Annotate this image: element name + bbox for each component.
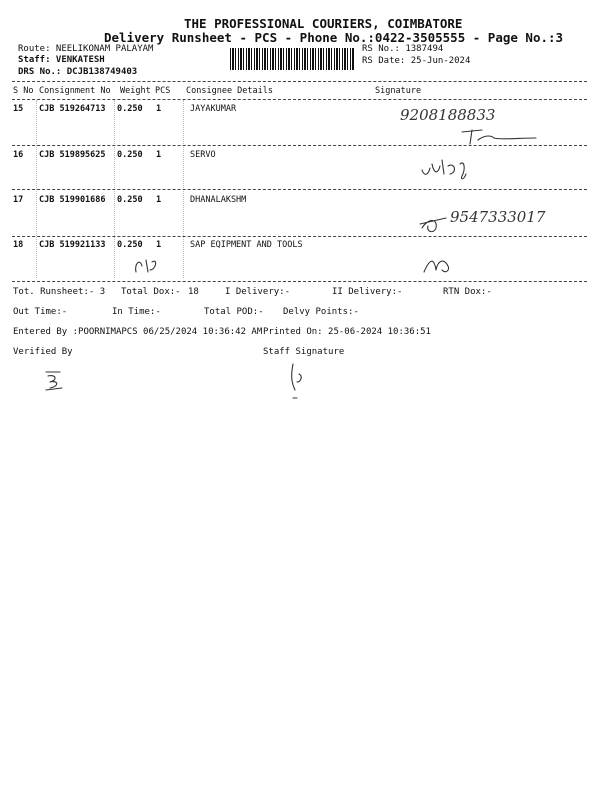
row-pcs: 1 (156, 150, 162, 160)
rs-number: RS No.: 1387494 (362, 44, 444, 54)
col-consignment: Consignment No (39, 86, 111, 96)
i-delivery: I Delivery:- (225, 287, 291, 297)
col-pcs: PCS (155, 86, 171, 96)
row-weight: 0.250 (117, 195, 143, 205)
delvy-points: Delvy Points:- (283, 307, 359, 317)
in-time: In Time:- (112, 307, 161, 317)
barcode (230, 48, 354, 70)
row-weight: 0.250 (117, 240, 143, 250)
row-consignee: DHANALAKSHM (190, 195, 247, 205)
verified-by: Verified By (13, 347, 73, 357)
row-weight: 0.250 (117, 104, 143, 114)
staff-label: Staff: VENKATESH (18, 55, 105, 65)
col-weight: Weight (120, 86, 151, 96)
row-weight: 0.250 (117, 150, 143, 160)
signature-phone: 9547333017 (450, 208, 546, 226)
out-time: Out Time:- (13, 307, 68, 317)
row-consignment: CJB 519921133 (39, 240, 106, 250)
signature-row15 (400, 100, 560, 150)
runsheet-title: Delivery Runsheet - PCS - Phone No.:0422-3505555 - Page No.:3 (104, 30, 564, 45)
drs-number: DRS No.: DCJB138749403 (18, 67, 138, 77)
row-consignment: CJB 519895625 (39, 150, 106, 160)
signature-row16 (420, 152, 490, 182)
col-sno: S No (13, 86, 34, 96)
row-consignment: CJB 519264713 (39, 104, 106, 114)
signature-row18 (420, 256, 460, 276)
col-signature: Signature (375, 86, 422, 96)
printed-on: Printed On: 25-06-2024 10:36:51 (263, 327, 431, 337)
ii-delivery: II Delivery:- (332, 287, 403, 297)
company-name: THE PROFESSIONAL COURIERS, COIMBATORE (184, 16, 463, 31)
stamp-mark (132, 256, 162, 276)
rtn-dox: RTN Dox:- (443, 287, 492, 297)
row-pcs: 1 (156, 104, 162, 114)
signature-row17 (420, 198, 580, 234)
rs-date: RS Date: 25-Jun-2024 (362, 56, 471, 66)
row-consignee: SERVO (190, 150, 216, 160)
divider (12, 145, 587, 146)
total-dox-label: Total Dox:- (121, 287, 181, 297)
row-consignee: SAP EQIPMENT AND TOOLS (190, 240, 303, 250)
row-pcs: 1 (156, 195, 162, 205)
row-consignee: JAYAKUMAR (190, 104, 237, 114)
divider (12, 236, 587, 237)
divider (12, 81, 587, 82)
row-pcs: 1 (156, 240, 162, 250)
divider (12, 281, 587, 282)
divider (12, 189, 587, 190)
row-consignment: CJB 519901686 (39, 195, 106, 205)
col-consignee: Consignee Details (186, 86, 273, 96)
total-pod: Total POD:- (204, 307, 264, 317)
entered-by: Entered By :POORNIMAPCS 06/25/2024 10:36:42 AM (13, 327, 263, 337)
route-label: Route: NEELIKONAM PALAYAM (18, 44, 154, 54)
signature-phone: 9208188833 (400, 106, 496, 124)
staff-signature (285, 360, 315, 402)
staff-signature-label: Staff Signature (263, 347, 345, 357)
verifier-signature (42, 366, 72, 396)
row-sno: 18 (13, 240, 24, 250)
row-sno: 16 (13, 150, 24, 160)
row-sno: 15 (13, 104, 24, 114)
tot-runsheet: Tot. Runsheet:- 3 (13, 287, 106, 297)
row-sno: 17 (13, 195, 24, 205)
total-dox-value: 18 (188, 287, 199, 297)
